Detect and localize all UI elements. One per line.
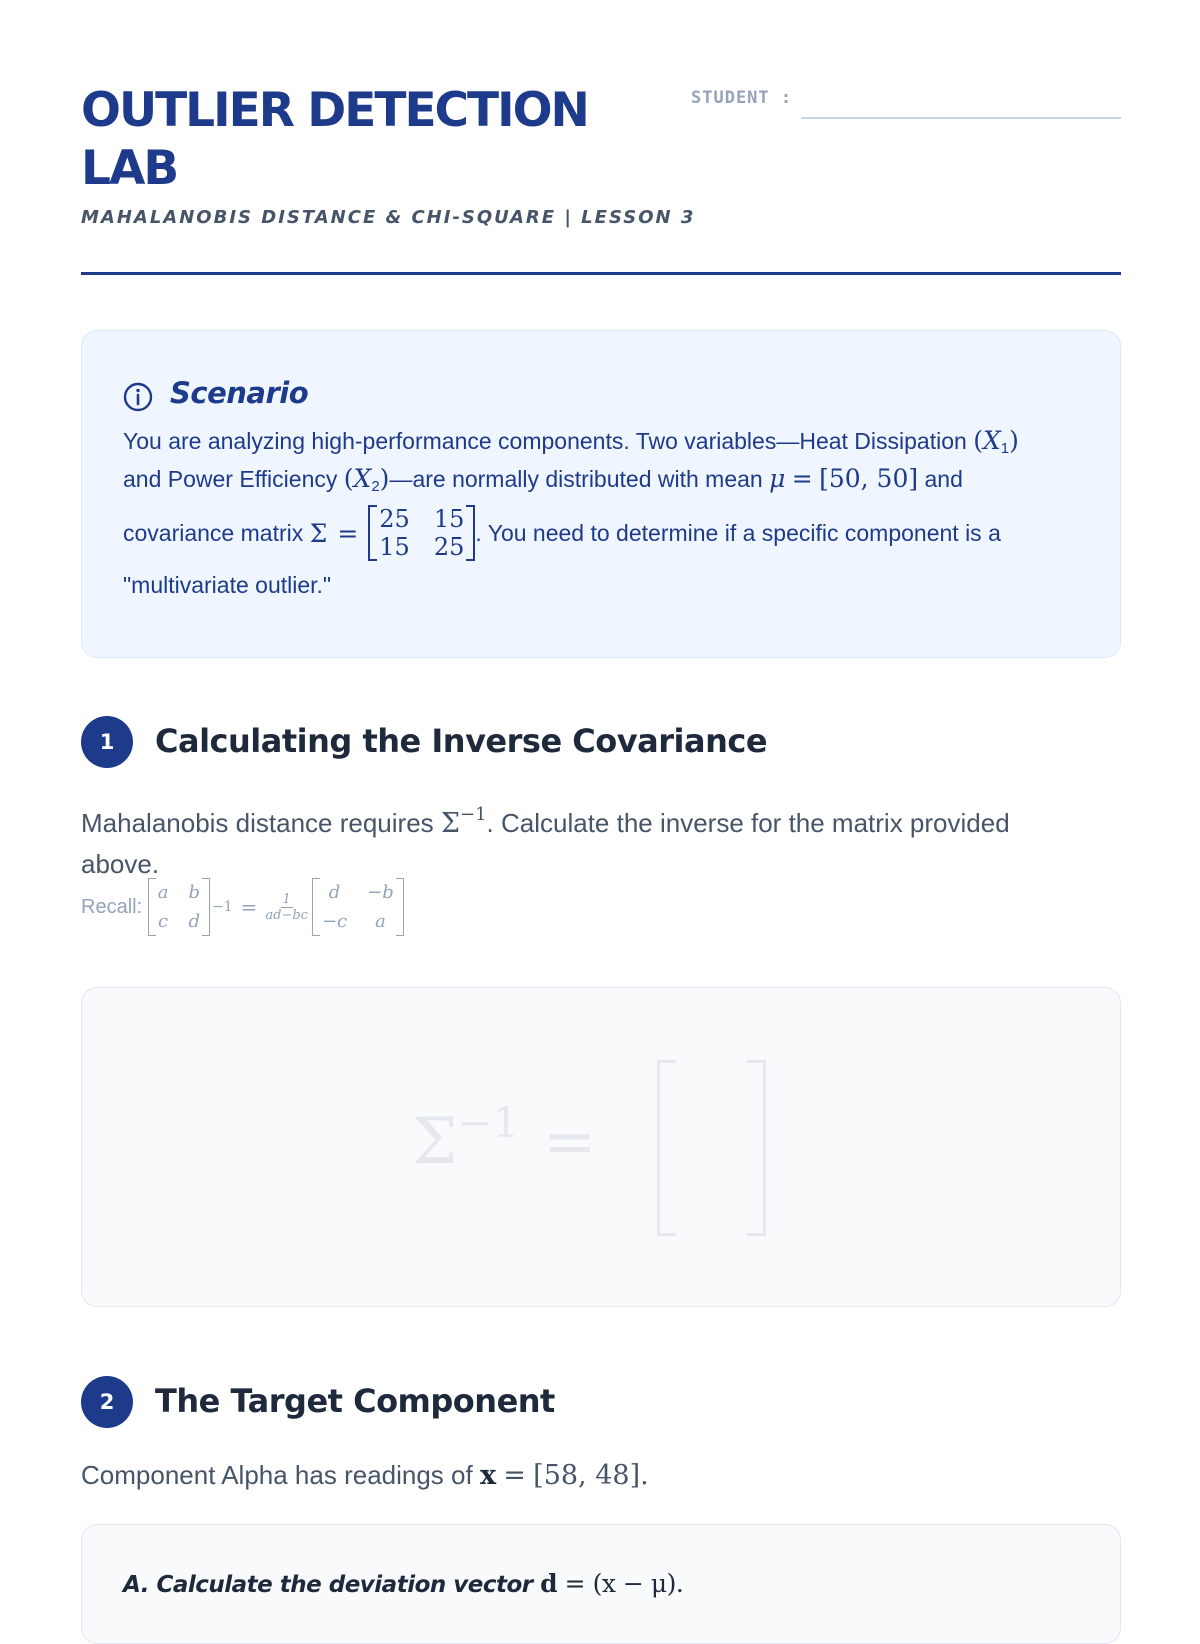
matrix-cell: 25 [433, 533, 465, 561]
recall-matrix-right [312, 878, 404, 936]
matrix-cell: a [375, 911, 386, 932]
scenario-line-1: You are analyzing high-performance components. Two variables—Heat Dissipation $(X_1)$ [123, 426, 1019, 457]
covariance-matrix [368, 505, 475, 561]
inverse-superscript: −1 [459, 804, 487, 825]
mu-symbol: μ [769, 464, 786, 493]
info-icon [123, 382, 153, 412]
instruction-text: . Calculate the inverse for the matrix provided [486, 808, 1010, 838]
inverse-superscript: −1 [211, 899, 233, 915]
scenario-line-2: and Power Efficiency $(X_2)—are$ normally distributed with mean μ = [50, 50] and [123, 464, 963, 495]
part-a-prompt: A. Calculate the deviation vector d = (x − μ). [123, 1569, 684, 1598]
var-x2-subscript: 2 [371, 478, 380, 495]
scenario-text: covariance matrix [123, 519, 304, 546]
sigma-symbol: Σ [412, 1105, 458, 1179]
sigma-symbol: Σ [309, 518, 328, 548]
part-a-box[interactable] [81, 1524, 1121, 1644]
section-number-badge: 1 [81, 716, 133, 768]
mean-vector: [50, 50] [819, 464, 919, 493]
inverse-placeholder: $\Sigma^{-1}$ = [412, 1098, 597, 1179]
recall-matrix-left [148, 878, 210, 936]
section-2-instructions: Component Alpha has readings of x = [58, 48]. [81, 1460, 649, 1491]
instruction-text: above. [81, 849, 160, 879]
var-x1: X [982, 426, 1001, 455]
fraction-numerator: 1 [282, 891, 291, 907]
matrix-cell: −c [321, 911, 348, 932]
scenario-text: —are normally distributed with mean [389, 466, 763, 492]
scenario-box [81, 330, 1121, 658]
scenario-text: You are analyzing high-performance components. Two variables—Heat Dissipation [123, 428, 967, 454]
answer-bracket-right [747, 1060, 766, 1236]
matrix-cell: d [328, 882, 341, 903]
answer-bracket-left [657, 1060, 676, 1236]
header-divider [81, 272, 1121, 275]
var-x2: X [353, 464, 372, 493]
recall-label: Recall: [81, 895, 143, 918]
section-number-badge: 2 [81, 1376, 133, 1428]
fraction-denominator: ad−bc [265, 907, 308, 923]
page-subtitle: MAHALANOBIS DISTANCE & CHI-SQUARE | LESSON 3 [81, 207, 696, 228]
matrix-cell: c [158, 911, 169, 932]
part-a-label: A. Calculate the deviation vector [123, 1572, 533, 1598]
sigma-symbol: Σ [440, 808, 460, 839]
matrix-cell: 25 [379, 505, 410, 533]
matrix-cell: a [157, 882, 169, 903]
scenario-text: and [924, 466, 963, 492]
recall-formula: Recall: a b c d −1 = $\frac{1}{ad-bc}$ d −b −c a [81, 872, 404, 942]
recall-fraction [265, 892, 308, 923]
instruction-text: Mahalanobis distance requires [81, 808, 434, 838]
x-vector-symbol: x [479, 1460, 497, 1491]
matrix-cell: 15 [433, 505, 465, 533]
scenario-title: Scenario [170, 376, 309, 410]
matrix-cell: b [188, 882, 200, 903]
var-x1-subscript: 1 [1000, 440, 1010, 457]
student-label: STUDENT : [691, 88, 793, 108]
matrix-cell: 15 [379, 533, 410, 561]
scenario-text: . You need to determine if a specific component is a [475, 519, 1001, 546]
scenario-text: and Power Efficiency [123, 466, 338, 492]
inverse-superscript: −1 [457, 1098, 520, 1147]
student-name-field[interactable] [801, 117, 1121, 119]
x-vector-value: [58, 48]. [533, 1460, 649, 1491]
section-title: The Target Component [155, 1382, 555, 1420]
instruction-text: Component Alpha has readings of [81, 1460, 473, 1490]
section-title: Calculating the Inverse Covariance [155, 722, 768, 760]
scenario-line-3: covariance matrix Σ = 25 15 15 25 . You need to determine if a specific component is a [123, 505, 1001, 561]
matrix-cell: d [188, 911, 200, 932]
deviation-expression: (x − μ). [592, 1569, 684, 1598]
inverse-answer-box[interactable] [81, 987, 1121, 1307]
d-vector-symbol: d [540, 1569, 558, 1598]
scenario-line-4: "multivariate outlier." [123, 572, 332, 598]
page-title: OUTLIER DETECTION LAB [81, 83, 588, 196]
matrix-cell: −b [367, 882, 394, 903]
section-1-instructions [81, 795, 1101, 884]
